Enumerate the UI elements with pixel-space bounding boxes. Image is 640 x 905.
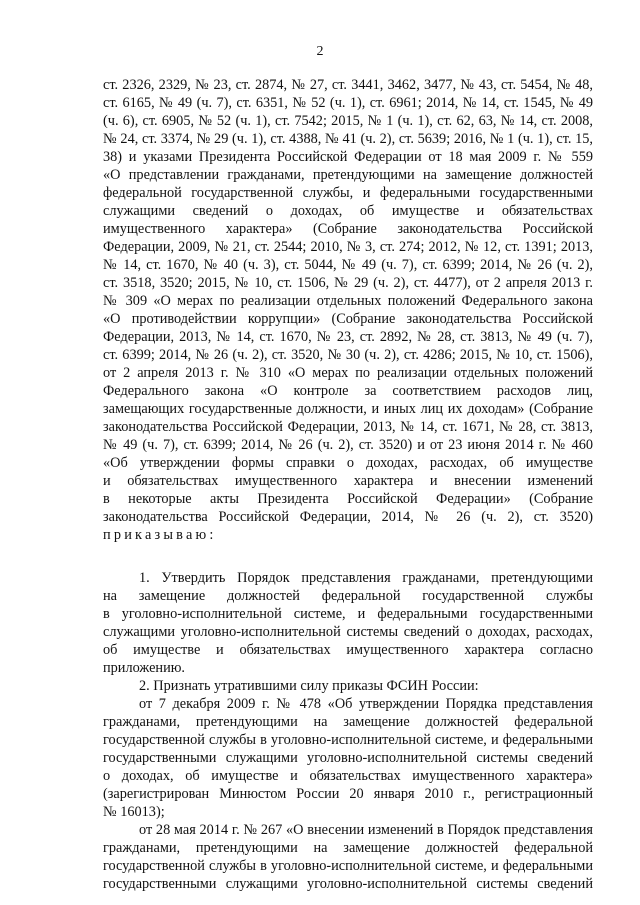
text-line: государственной службы в уголовно-исполнительной системе, и федеральными <box>103 858 593 874</box>
order-word: приказываю: <box>103 527 217 543</box>
text-line: от 7 декабря 2009 г. № 478 «Об утверждении Порядка представления <box>139 696 593 712</box>
text-line: (зарегистрирован Минюстом России 20 января 2010 г., регистрационный <box>103 786 593 802</box>
text-line: служащими сведений о доходах, об имуществе и обязательствах <box>103 203 593 219</box>
text-line: и обязательствах имущественного характера и внесении изменений <box>103 473 593 489</box>
text-line: № 49 (ч. 7), ст. 6399; 2014, № 26 (ч. 2), ст. 3520) и от 23 июня 2014 г. № 460 <box>103 437 593 453</box>
text-line: Федерации, 2013, № 14, ст. 1670, № 23, ст. 2892, № 28, ст. 3813, № 49 (ч. 7), <box>103 329 593 345</box>
text-line: от 2 апреля 2013 г. № 310 «О мерах по реализации отдельных положений <box>103 365 593 381</box>
text-line: о доходах, об имуществе и обязательствах имущественного характера» <box>103 768 593 784</box>
text-line: государственной службы в уголовно-исполнительной системе, и федеральными <box>103 732 593 748</box>
text-line: ст. 6399; 2014, № 26 (ч. 2), ст. 3520, № 30 (ч. 2), ст. 4286; 2015, № 10, ст. 1506), <box>103 347 593 363</box>
text-line: гражданами, претендующими на замещение должностей федеральной <box>103 840 593 856</box>
text-line: Федерального закона «О контроле за соответствием расходов лиц, <box>103 383 593 399</box>
text-line: 1. Утвердить Порядок представления гражданами, претендующими <box>139 570 593 586</box>
text-line: (ч. 6), ст. 6905, № 52 (ч. 1), ст. 7542; 2015, № 1 (ч. 1), ст. 62, 63, № 14, ст. 2008, <box>103 113 593 129</box>
text-line: об имуществе и обязательствах имущественного характера согласно <box>103 642 593 658</box>
text-line: «О представлении гражданами, претендующими на замещение должностей <box>103 167 593 183</box>
text-line: ст. 3518, 3520; 2015, № 10, ст. 1506, № 29 (ч. 2), ст. 4477), от 2 апреля 2013 г. <box>103 275 593 291</box>
text-line: № 309 «О мерах по реализации отдельных положений Федерального закона <box>103 293 593 309</box>
text-line: ст. 6165, № 49 (ч. 7), ст. 6351, № 52 (ч. 1), ст. 6961; 2014, № 14, ст. 1545, № 49 <box>103 95 593 111</box>
text-line: 38) и указами Президента Российской Федерации от 18 мая 2009 г. № 559 <box>103 149 593 165</box>
text-line: имущественного характера» (Собрание законодательства Российской <box>103 221 593 237</box>
text-line: федеральной государственной службы, и федеральными государственными <box>103 185 593 201</box>
text-line: законодательства Российской Федерации, 2013, № 14, ст. 1671, № 28, ст. 3813, <box>103 419 593 435</box>
text-line: «О противодействии коррупции» (Собрание законодательства Российской <box>103 311 593 327</box>
text-line: на замещение должностей федеральной государственной службы <box>103 588 593 604</box>
text-line: «Об утверждении формы справки о доходах, расходах, об имуществе <box>103 455 593 471</box>
text-line: № 24, ст. 3374, № 29 (ч. 1), ст. 4388, № 41 (ч. 2), ст. 5639; 2016, № 1 (ч. 1), ст. 15, <box>103 131 593 147</box>
text-line: № 16013); <box>103 804 165 820</box>
text-line: государственными служащими уголовно-исполнительной системы сведений <box>103 876 593 892</box>
text-line: законодательства Российской Федерации, 2014, № 26 (ч. 2), ст. 3520) <box>103 509 593 525</box>
text-line: государственными служащими уголовно-исполнительной системы сведений <box>103 750 593 766</box>
text-line: в уголовно-исполнительной системе, и федеральными государственными <box>103 606 593 622</box>
text-line: в некоторые акты Президента Российской Федерации» (Собрание <box>103 491 593 507</box>
text-line: Федерации, 2009, № 21, ст. 2544; 2010, № 3, ст. 274; 2012, № 12, ст. 1391; 2013, <box>103 239 593 255</box>
text-line: от 28 мая 2014 г. № 267 «О внесении изменений в Порядок представления <box>139 822 593 838</box>
page-number: 2 <box>316 44 324 59</box>
text-line: 2. Признать утратившими силу приказы ФСИН России: <box>139 678 479 694</box>
text-line: ст. 2326, 2329, № 23, ст. 2874, № 27, ст. 3441, 3462, 3477, № 43, ст. 5454, № 48, <box>103 77 593 93</box>
text-line: приложению. <box>103 660 185 676</box>
text-line: замещающих государственные должности, и иных лиц их доходам» (Собрание <box>103 401 593 417</box>
text-line: служащими уголовно-исполнительной системы сведений о доходах, расходах, <box>103 624 593 640</box>
text-line: гражданами, претендующими на замещение должностей федеральной <box>103 714 593 730</box>
text-line: № 14, ст. 1670, № 40 (ч. 3), ст. 5044, № 49 (ч. 7), ст. 6399; 2014, № 26 (ч. 2), <box>103 257 593 273</box>
